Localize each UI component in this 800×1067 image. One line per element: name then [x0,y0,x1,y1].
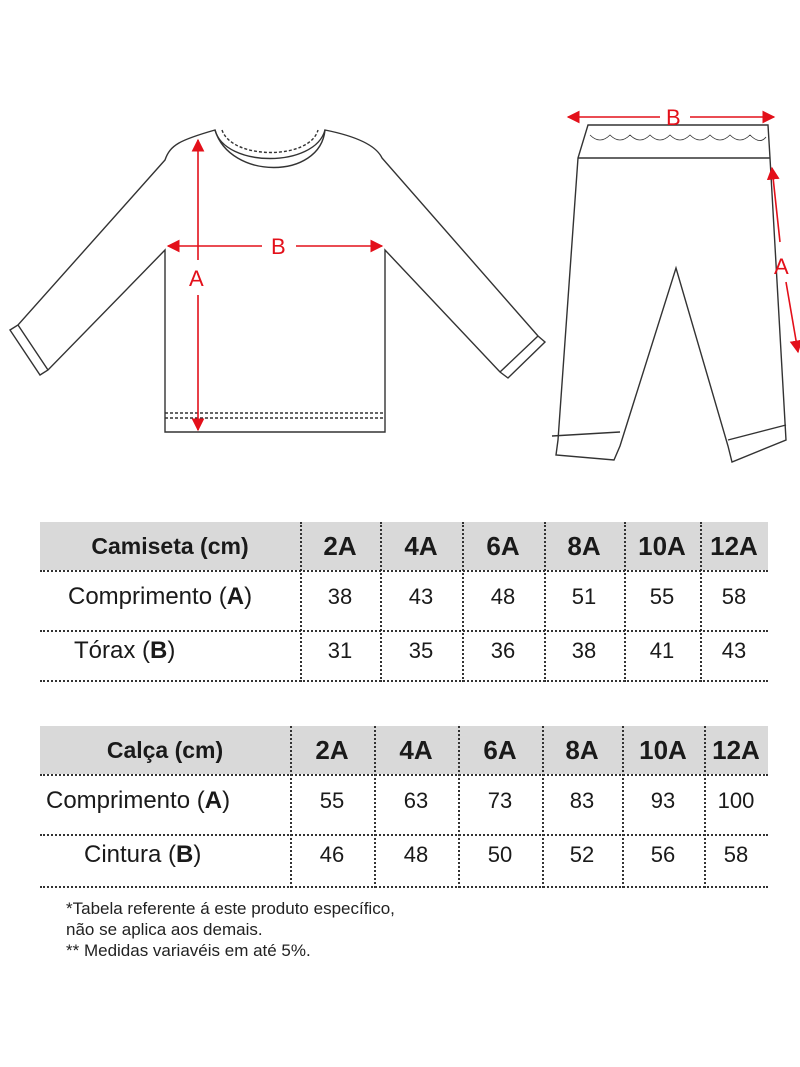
row-label: Cintura (B) [84,841,202,868]
pants-row-waist [40,828,768,882]
table-cell: 73 [487,788,513,813]
table-cell: 83 [569,788,595,813]
shirt-row-chest [40,624,768,678]
size-4a: 4A [404,530,438,561]
shirt-table-title: Camiseta (cm) [91,532,249,559]
table-cell: 48 [403,842,429,867]
row-label: Tórax (B) [74,637,176,664]
table-cell: 58 [721,584,747,609]
size-6a: 6A [486,530,520,561]
pants-table-title: Calça (cm) [106,736,224,763]
pants-letter-b: B [666,105,681,130]
size-12a: 12A [712,734,760,765]
table-cell: 52 [569,842,595,867]
table-cell: 48 [490,584,516,609]
table-cell: 46 [319,842,345,867]
table-cell: 55 [649,584,675,609]
table-cell: 43 [408,584,434,609]
table-cell: 50 [487,842,513,867]
row-label: Comprimento (A) [68,583,253,610]
size-2a: 2A [315,734,349,765]
shirt-table-header [40,522,768,570]
table-cell: 38 [327,584,353,609]
table-cell: 56 [650,842,676,867]
size-10a: 10A [638,530,686,561]
footnote-line: *Tabela referente á este produto específico, [66,899,395,918]
pants-table-header [40,726,768,774]
pants-letter-a: A [774,254,789,279]
shirt-row-length [40,570,768,624]
garment-illustration [0,0,800,480]
table-cell: 31 [327,638,353,663]
table-cell: 35 [408,638,434,663]
size-2a: 2A [323,530,357,561]
shirt-size-table [40,522,768,678]
footnotes [66,898,395,961]
shirt-outline [10,130,545,432]
table-cell: 55 [319,788,345,813]
table-cell: 36 [490,638,516,663]
table-cell: 58 [723,842,749,867]
size-8a: 8A [567,530,601,561]
shirt-letter-a: A [189,266,204,291]
table-cell: 93 [650,788,676,813]
garment-drawing [0,0,800,480]
size-10a: 10A [639,734,687,765]
table-cell: 38 [571,638,597,663]
shirt-letter-b: B [271,234,286,259]
row-label: Comprimento (A) [46,787,231,814]
table-cell: 51 [571,584,597,609]
footnote-line: não se aplica aos demais. [66,920,263,939]
pants-outline [552,125,786,462]
table-cell: 43 [721,638,747,663]
size-4a: 4A [399,734,433,765]
size-12a: 12A [710,530,758,561]
pants-row-length [40,774,768,828]
size-8a: 8A [565,734,599,765]
pants-size-table [40,726,768,882]
table-cell: 100 [717,788,755,813]
size-6a: 6A [483,734,517,765]
footnote-line: ** Medidas variavéis em até 5%. [66,941,311,960]
table-cell: 63 [403,788,429,813]
table-cell: 41 [649,638,675,663]
